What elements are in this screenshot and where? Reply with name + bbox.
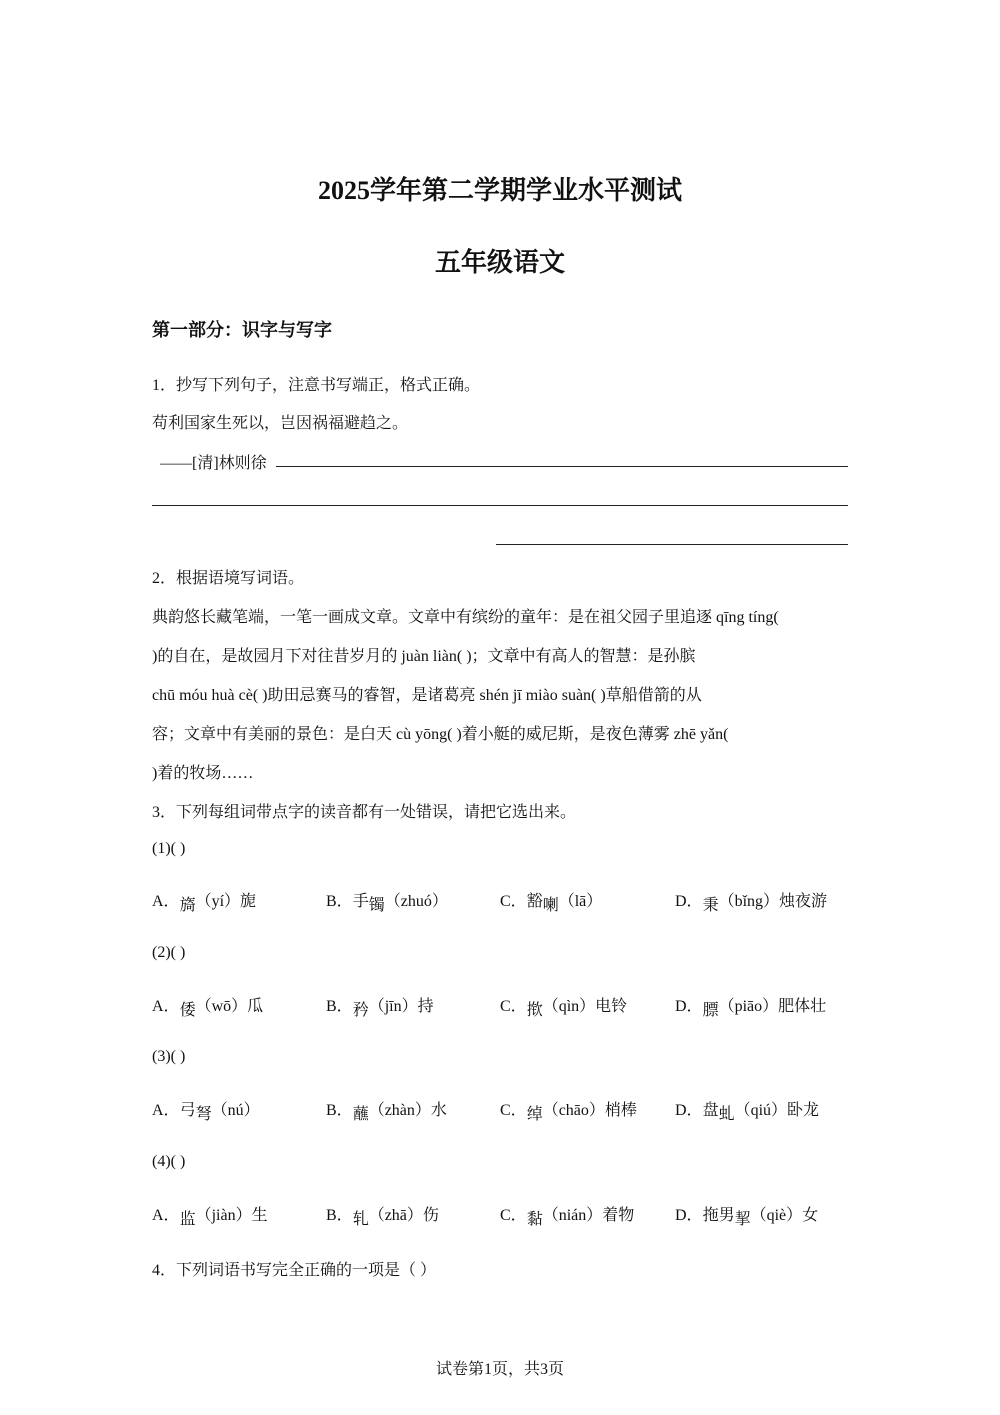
question-2-line-5: )着的牧场……	[152, 765, 254, 782]
question-3-group-3-label: (3)( )	[152, 1048, 186, 1065]
question-2-prompt: 2．根据语境写词语。	[152, 570, 305, 587]
question-1-prompt: 1．抄写下列句子，注意书写端正，格式正确。	[152, 377, 481, 394]
group-4-option-c[interactable]: C．黏（nián）着物	[500, 1207, 635, 1228]
group-3-option-b[interactable]: B．蘸（zhàn）水	[326, 1102, 447, 1123]
question-1-source: ——[清]林则徐	[160, 455, 267, 472]
group-3-option-d[interactable]: D．盘虬（qiú）卧龙	[675, 1102, 820, 1123]
question-2-line-1: 典韵悠长藏笔端，一笔一画成文章。文章中有缤纷的童年：是在祖父园子里追逐 qīng tíng(	[152, 609, 779, 626]
exam-subtitle: 五年级语文	[434, 248, 565, 277]
section-heading: 第一部分：识字与写字	[152, 320, 332, 340]
writing-line-3[interactable]	[496, 544, 848, 545]
question-2-line-3: chū móu huà cè( )助田忌赛马的睿智，是诸葛亮 shén jī miào suàn( )草船借箭的从	[152, 687, 702, 704]
question-4-prompt: 4．下列词语书写完全正确的一项是（ ）	[152, 1262, 437, 1279]
question-3-prompt: 3．下列每组词带点字的读音都有一处错误，请把它选出来。	[152, 804, 577, 821]
group-4-option-d[interactable]: D．拖男挈（qiè）女	[675, 1207, 819, 1228]
group-2-option-a[interactable]: A．倭（wō）瓜	[152, 998, 264, 1019]
group-1-option-c[interactable]: C．豁喇（lā）	[500, 893, 603, 914]
group-1-option-b[interactable]: B．手镯（zhuó）	[326, 893, 448, 914]
group-1-option-a[interactable]: A．旖（yí）旎	[152, 893, 257, 914]
question-2-line-2: )的自在，是故园月下对往昔岁月的 juàn liàn( )；文章中有高人的智慧：是孙膑	[152, 648, 696, 665]
group-4-option-b[interactable]: B．轧（zhā）伤	[326, 1207, 439, 1228]
group-3-option-c[interactable]: C．绰（chāo）梢棒	[500, 1102, 637, 1123]
group-4-option-a[interactable]: A．监（jiàn）生	[152, 1207, 268, 1228]
page-footer: 试卷第1页，共3页	[435, 1361, 564, 1378]
question-3-group-2-label: (2)( )	[152, 944, 186, 961]
group-1-option-d[interactable]: D．秉（bǐng）烛夜游	[675, 893, 828, 914]
group-2-option-b[interactable]: B．矜（jīn）持	[326, 998, 434, 1019]
group-2-option-c[interactable]: C．揿（qìn）电铃	[500, 998, 628, 1019]
group-2-option-d[interactable]: D．膘（piāo）肥体壮	[675, 998, 827, 1019]
question-3-group-4-label: (4)( )	[152, 1153, 186, 1170]
writing-line-1[interactable]	[276, 466, 848, 467]
exam-title: 2025学年第二学期学业水平测试	[317, 176, 682, 205]
question-3-group-1-label: (1)( )	[152, 840, 186, 857]
question-2-line-4: 容；文章中有美丽的景色：是白天 cù yōng( )着小艇的威尼斯，是夜色薄雾 zhē yǎn(	[152, 726, 729, 743]
writing-line-2[interactable]	[152, 505, 848, 506]
question-1-sentence: 苟利国家生死以，岂因祸福避趋之。	[152, 415, 409, 432]
group-3-option-a[interactable]: A．弓弩（nú）	[152, 1102, 260, 1123]
